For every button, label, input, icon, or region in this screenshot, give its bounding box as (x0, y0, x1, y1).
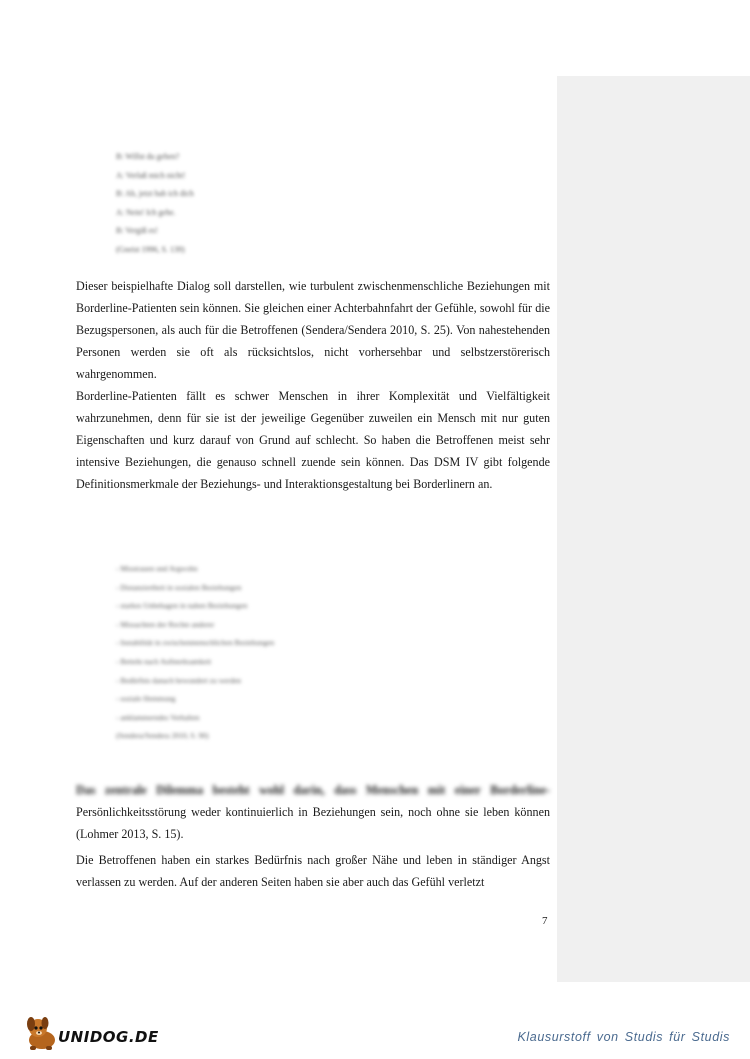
logo-text: UNIDOG.DE (58, 1028, 159, 1046)
footer-tagline: Klausurstoff von Studis für Studis (517, 1030, 730, 1044)
criteria-item: - Missachten der Rechte anderer (116, 619, 215, 629)
criteria-item: - anklammerndes Verhalten (116, 712, 200, 722)
dog-mascot-icon (22, 1012, 62, 1052)
dialog-line: B: Willst du gehen? (116, 152, 180, 161)
criteria-item: - Instabilität in zwischenmenschlichen Beziehungen (116, 638, 275, 648)
page-number: 7 (542, 915, 548, 927)
criteria-item: - Misstrauen und Argwohn (116, 564, 198, 573)
blurred-line: Das zentrale Dilemma besteht wohl darin, dass Menschen mit einer Borderline- (76, 783, 550, 797)
dialog-citation: (Gneist 1996, S. 139) (116, 244, 185, 254)
dialog-quote (116, 148, 316, 260)
dialog-line: A: Nein! Ich gehe. (116, 207, 176, 217)
criteria-item: - starkes Unbehagen in nahen Beziehungen (116, 601, 248, 611)
criteria-item: - Bedürfnis danach bewundert zu werden (116, 675, 242, 685)
paragraph-perception: Borderline-Patienten fällt es schwer Menschen in ihrer Komplexität und Vielfältigkeit wahrzunehmen, denn für sie ist der jeweilige Gegenüber zuweilen ein Mensch mit nur guten Eigenschaften und kurz darauf von Grund auf schlecht. So haben die Betroffenen meist sehr intensive Beziehungen, die genauso schnell zuende sein können. Das DSM IV gibt folgende Definitionsmerkmale der Beziehungs- und Interaktionsgestaltung bei Borderlinern an. (76, 389, 550, 491)
margin-column (557, 76, 750, 982)
dialog-line: B: Ah, jetzt hab ich dich (116, 189, 194, 199)
paragraph-dilemma (76, 779, 550, 845)
criteria-item: - Distanziertheit in sozialen Beziehungen (116, 582, 242, 592)
paragraph-dialog-intro: Dieser beispielhafte Dialog soll darstellen, wie turbulent zwischenmenschliche Beziehungen mit Borderline-Patienten sein können. Sie gleichen einer Achterbahnfahrt der Gefühle, sowohl für die Bezugspersonen, als auch für die Betroffenen (Sendera/Sendera 2010, S. 25). Von nahestehenden Personen werden sie oft als rücksichtslos, nicht vorhersehbar und selbstzerstörerisch wahrgenommen. (76, 279, 550, 381)
criteria-list (116, 560, 376, 746)
criteria-citation: (Sendera/Sendera 2010, S. 90) (116, 731, 209, 741)
dialog-line: B: Vergiß es! (116, 226, 158, 236)
dialog-line: A: Verlaß mich nicht! (116, 170, 186, 180)
unidog-logo[interactable] (22, 1012, 162, 1052)
criteria-item: - soziale Hemmung (116, 694, 176, 704)
paragraph-closeness: Die Betroffenen haben ein starkes Bedürfnis nach großer Nähe und leben in ständiger Angst verlassen zu werden. Auf der anderen Seiten haben sie aber auch das Gefühl verletzt (76, 853, 550, 889)
paragraph-dilemma-text: Persönlichkeitsstörung weder kontinuierlich in Beziehungen sein, noch ohne sie leben können (Lohmer 2013, S. 15). (76, 805, 550, 841)
criteria-item: - Betteln nach Aufmerksamkeit (116, 656, 212, 666)
